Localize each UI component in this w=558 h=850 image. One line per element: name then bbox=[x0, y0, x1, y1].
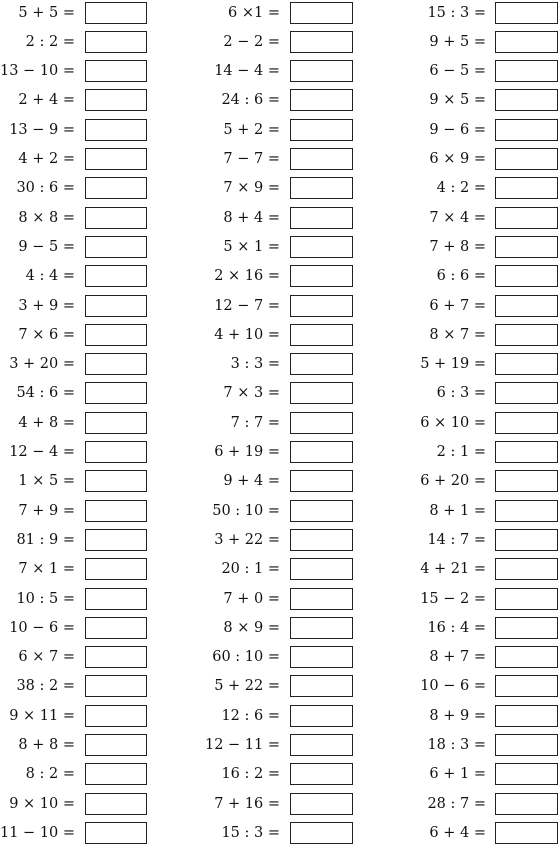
answer-box[interactable] bbox=[290, 705, 353, 727]
problem-text: 10 − 6 = bbox=[9, 619, 75, 636]
problem-row bbox=[0, 235, 148, 264]
problem-row bbox=[200, 235, 354, 264]
answer-box[interactable] bbox=[85, 793, 147, 815]
problem-row bbox=[406, 587, 558, 616]
problem-text: 9 − 6 = bbox=[429, 121, 486, 138]
answer-box[interactable] bbox=[85, 236, 147, 258]
problem-row bbox=[406, 206, 558, 235]
problem-text: 7 + 16 = bbox=[214, 795, 280, 812]
problem-text: 7 × 4 = bbox=[429, 209, 486, 226]
problem-text: 28 : 7 = bbox=[427, 795, 486, 812]
answer-box[interactable] bbox=[85, 588, 147, 610]
answer-box[interactable] bbox=[85, 412, 147, 434]
problem-row bbox=[200, 323, 354, 352]
problem-row bbox=[406, 616, 558, 645]
problem-text: 18 : 3 = bbox=[427, 737, 486, 753]
problem-text: 4 : 4 = bbox=[25, 268, 75, 285]
problem-text: 10 − 6 = bbox=[420, 678, 486, 695]
problem-text: 5 + 2 = bbox=[223, 121, 280, 138]
problem-row bbox=[200, 762, 354, 791]
problem-text: 16 : 2 = bbox=[221, 766, 280, 783]
problem-text: 2 : 1 = bbox=[436, 444, 486, 460]
problem-row bbox=[0, 352, 148, 381]
problem-text: 8 + 7 = bbox=[429, 649, 486, 666]
problem-text: 1 × 5 = bbox=[18, 473, 75, 490]
problem-text: 81 : 9 = bbox=[16, 531, 75, 548]
answer-box[interactable] bbox=[495, 89, 558, 111]
problem-row bbox=[0, 147, 148, 176]
problem-text: 7 : 7 = bbox=[230, 414, 280, 431]
problem-text: 9 − 5 = bbox=[18, 238, 75, 255]
problem-text: 6 × 7 = bbox=[18, 649, 75, 666]
answer-box[interactable] bbox=[85, 265, 147, 287]
problem-text: 13 − 10 = bbox=[0, 63, 76, 80]
problem-row bbox=[406, 1, 558, 30]
answer-box[interactable] bbox=[290, 588, 353, 610]
answer-box[interactable] bbox=[290, 119, 353, 141]
problem-text: 8 : 2 = bbox=[25, 766, 75, 783]
answer-box[interactable] bbox=[85, 470, 147, 492]
problem-text: 7 × 1 = bbox=[18, 561, 75, 578]
problem-text: 20 : 1 = bbox=[221, 561, 280, 578]
problem-text: 9 + 4 = bbox=[223, 473, 280, 490]
answer-box[interactable] bbox=[85, 324, 147, 346]
problem-row bbox=[0, 59, 148, 88]
problem-text: 6 + 4 = bbox=[429, 824, 486, 841]
problem-text: 6 : 3 = bbox=[436, 385, 486, 402]
answer-box[interactable] bbox=[290, 265, 353, 287]
problem-row bbox=[0, 616, 148, 645]
problem-text: 9 × 11 = bbox=[9, 707, 75, 724]
answer-box[interactable] bbox=[290, 822, 353, 844]
problem-text: 10 : 5 = bbox=[16, 590, 75, 607]
answer-box[interactable] bbox=[495, 646, 558, 668]
problem-text: 7 + 0 = bbox=[223, 590, 280, 607]
answer-box[interactable] bbox=[495, 500, 558, 522]
problem-text: 54 : 6 = bbox=[16, 385, 75, 402]
problem-text: 4 + 10 = bbox=[214, 326, 280, 343]
answer-box[interactable] bbox=[495, 236, 558, 258]
answer-box[interactable] bbox=[85, 295, 147, 317]
answer-box[interactable] bbox=[290, 617, 353, 639]
problem-row bbox=[0, 733, 148, 762]
problem-row bbox=[200, 411, 354, 440]
answer-box[interactable] bbox=[85, 675, 147, 697]
answer-box[interactable] bbox=[495, 324, 558, 346]
problem-row bbox=[406, 59, 558, 88]
problem-row bbox=[200, 118, 354, 147]
problem-text: 6 × 9 = bbox=[429, 151, 486, 167]
problem-row bbox=[0, 88, 148, 117]
answer-box[interactable] bbox=[495, 148, 558, 170]
answer-box[interactable] bbox=[85, 31, 147, 53]
problem-row bbox=[406, 235, 558, 264]
problem-row bbox=[0, 499, 148, 528]
answer-box[interactable] bbox=[495, 529, 558, 551]
problem-row bbox=[0, 176, 148, 205]
problem-text: 6 + 7 = bbox=[429, 297, 486, 314]
answer-box[interactable] bbox=[85, 822, 147, 844]
answer-box[interactable] bbox=[85, 89, 147, 111]
answer-box[interactable] bbox=[85, 148, 147, 170]
problem-text: 9 + 5 = bbox=[429, 33, 486, 50]
problem-row bbox=[406, 440, 558, 469]
answer-box[interactable] bbox=[290, 236, 353, 258]
problem-row bbox=[406, 674, 558, 703]
answer-box[interactable] bbox=[290, 470, 353, 492]
problem-row bbox=[200, 1, 354, 30]
problem-text: 4 + 8 = bbox=[18, 414, 75, 431]
problem-row bbox=[200, 294, 354, 323]
problem-row bbox=[0, 30, 148, 59]
problem-text: 14 − 4 = bbox=[214, 63, 280, 80]
answer-box[interactable] bbox=[85, 529, 147, 551]
answer-box[interactable] bbox=[495, 763, 558, 785]
problem-text: 4 + 21 = bbox=[420, 561, 486, 578]
answer-box[interactable] bbox=[85, 500, 147, 522]
answer-box[interactable] bbox=[290, 529, 353, 551]
answer-box[interactable] bbox=[85, 119, 147, 141]
problem-row bbox=[406, 411, 558, 440]
problem-row bbox=[406, 821, 558, 850]
answer-box[interactable] bbox=[290, 177, 353, 199]
answer-box[interactable] bbox=[495, 734, 558, 756]
problem-text: 15 : 3 = bbox=[427, 4, 486, 21]
problem-text: 8 × 8 = bbox=[18, 209, 75, 226]
problem-row bbox=[406, 294, 558, 323]
answer-box[interactable] bbox=[495, 588, 558, 610]
problem-text: 7 × 6 = bbox=[18, 326, 75, 343]
problem-row bbox=[406, 469, 558, 498]
problem-row bbox=[200, 30, 354, 59]
answer-box[interactable] bbox=[85, 617, 147, 639]
problem-text: 8 × 7 = bbox=[429, 326, 486, 343]
problem-row bbox=[406, 704, 558, 733]
problem-row bbox=[406, 762, 558, 791]
problem-row bbox=[200, 616, 354, 645]
problem-text: 6 + 20 = bbox=[420, 473, 486, 490]
problem-row bbox=[406, 352, 558, 381]
problem-text: 2 : 2 = bbox=[25, 33, 75, 50]
problem-text: 12 − 11 = bbox=[204, 737, 280, 753]
problem-text: 7 − 7 = bbox=[223, 151, 280, 167]
problem-text: 6 : 6 = bbox=[436, 268, 486, 285]
answer-box[interactable] bbox=[290, 646, 353, 668]
answer-box[interactable] bbox=[85, 177, 147, 199]
problem-row bbox=[406, 176, 558, 205]
problem-row bbox=[0, 557, 148, 586]
problem-text: 6 ×1 = bbox=[228, 4, 280, 21]
answer-box[interactable] bbox=[495, 265, 558, 287]
problem-text: 15 − 2 = bbox=[420, 590, 486, 607]
problem-row bbox=[0, 381, 148, 410]
answer-box[interactable] bbox=[290, 441, 353, 463]
problem-row bbox=[200, 499, 354, 528]
answer-box[interactable] bbox=[290, 295, 353, 317]
problem-text: 11 − 10 = bbox=[0, 824, 76, 841]
answer-box[interactable] bbox=[290, 734, 353, 756]
problem-row bbox=[0, 762, 148, 791]
problem-column-1 bbox=[0, 0, 148, 847]
problem-row bbox=[200, 147, 354, 176]
problem-row bbox=[0, 440, 148, 469]
answer-box[interactable] bbox=[495, 793, 558, 815]
problem-row bbox=[406, 30, 558, 59]
answer-box[interactable] bbox=[290, 148, 353, 170]
problem-text: 7 × 3 = bbox=[223, 385, 280, 402]
problem-row bbox=[200, 645, 354, 674]
answer-box[interactable] bbox=[290, 382, 353, 404]
answer-box[interactable] bbox=[85, 353, 147, 375]
problem-row bbox=[406, 528, 558, 557]
answer-box[interactable] bbox=[85, 382, 147, 404]
answer-box[interactable] bbox=[290, 353, 353, 375]
problem-row bbox=[0, 645, 148, 674]
problem-text: 4 + 2 = bbox=[18, 151, 75, 167]
problem-text: 60 : 10 = bbox=[212, 649, 280, 666]
answer-box[interactable] bbox=[495, 822, 558, 844]
problem-row bbox=[0, 323, 148, 352]
problem-text: 7 + 8 = bbox=[429, 238, 486, 255]
problem-text: 4 : 2 = bbox=[436, 180, 486, 197]
problem-column-2 bbox=[200, 0, 354, 847]
answer-box[interactable] bbox=[495, 441, 558, 463]
problem-text: 6 + 1 = bbox=[429, 766, 486, 783]
problem-row bbox=[406, 381, 558, 410]
problem-row bbox=[0, 587, 148, 616]
problem-row bbox=[406, 792, 558, 821]
problem-row bbox=[406, 88, 558, 117]
problem-row bbox=[200, 88, 354, 117]
answer-box[interactable] bbox=[290, 558, 353, 580]
problem-text: 9 × 5 = bbox=[429, 92, 486, 109]
problem-text: 8 + 8 = bbox=[18, 737, 75, 753]
problem-text: 3 + 20 = bbox=[9, 356, 75, 373]
answer-box[interactable] bbox=[495, 295, 558, 317]
answer-box[interactable] bbox=[495, 412, 558, 434]
problem-text: 6 − 5 = bbox=[429, 63, 486, 80]
answer-box[interactable] bbox=[85, 441, 147, 463]
answer-box[interactable] bbox=[495, 119, 558, 141]
problem-row bbox=[0, 528, 148, 557]
problem-row bbox=[406, 645, 558, 674]
answer-box[interactable] bbox=[495, 558, 558, 580]
problem-text: 9 × 10 = bbox=[9, 795, 75, 812]
answer-box[interactable] bbox=[290, 31, 353, 53]
problem-row bbox=[0, 674, 148, 703]
answer-box[interactable] bbox=[290, 500, 353, 522]
answer-box[interactable] bbox=[290, 207, 353, 229]
problem-row bbox=[0, 821, 148, 850]
answer-box[interactable] bbox=[290, 763, 353, 785]
problem-text: 50 : 10 = bbox=[212, 502, 280, 519]
answer-box[interactable] bbox=[290, 60, 353, 82]
problem-row bbox=[200, 821, 354, 850]
answer-box[interactable] bbox=[290, 2, 353, 24]
problem-text: 2 × 16 = bbox=[214, 268, 280, 285]
problem-text: 3 + 9 = bbox=[18, 297, 75, 314]
answer-box[interactable] bbox=[495, 470, 558, 492]
problem-row bbox=[406, 323, 558, 352]
answer-box[interactable] bbox=[290, 89, 353, 111]
problem-row bbox=[0, 704, 148, 733]
problem-column-3 bbox=[406, 0, 558, 847]
problem-row bbox=[200, 792, 354, 821]
answer-box[interactable] bbox=[85, 60, 147, 82]
problem-row bbox=[200, 557, 354, 586]
problem-row bbox=[0, 118, 148, 147]
problem-row bbox=[0, 264, 148, 293]
answer-box[interactable] bbox=[495, 2, 558, 24]
problem-text: 12 : 6 = bbox=[221, 707, 280, 724]
problem-text: 3 : 3 = bbox=[230, 356, 280, 373]
problem-text: 5 + 19 = bbox=[420, 356, 486, 373]
problem-row bbox=[406, 264, 558, 293]
problem-row bbox=[200, 381, 354, 410]
problem-row bbox=[0, 294, 148, 323]
problem-text: 6 + 19 = bbox=[214, 444, 280, 460]
answer-box[interactable] bbox=[495, 705, 558, 727]
problem-text: 8 × 9 = bbox=[223, 619, 280, 636]
problem-text: 8 + 1 = bbox=[429, 502, 486, 519]
problem-text: 15 : 3 = bbox=[221, 824, 280, 841]
problem-text: 24 : 6 = bbox=[221, 92, 280, 109]
problem-row bbox=[0, 1, 148, 30]
problem-row bbox=[406, 118, 558, 147]
problem-text: 5 + 22 = bbox=[214, 678, 280, 695]
problem-row bbox=[200, 674, 354, 703]
problem-text: 7 + 9 = bbox=[18, 502, 75, 519]
problem-row bbox=[200, 704, 354, 733]
problem-text: 14 : 7 = bbox=[427, 531, 486, 548]
problem-text: 5 + 5 = bbox=[18, 4, 75, 21]
answer-box[interactable] bbox=[85, 763, 147, 785]
problem-text: 38 : 2 = bbox=[16, 678, 75, 695]
problem-row bbox=[200, 59, 354, 88]
problem-row bbox=[0, 206, 148, 235]
problem-row bbox=[200, 733, 354, 762]
answer-box[interactable] bbox=[290, 412, 353, 434]
problem-text: 12 − 4 = bbox=[9, 444, 75, 460]
answer-box[interactable] bbox=[85, 2, 147, 24]
answer-box[interactable] bbox=[495, 617, 558, 639]
problem-text: 7 × 9 = bbox=[223, 180, 280, 197]
problem-text: 5 × 1 = bbox=[223, 238, 280, 255]
answer-box[interactable] bbox=[290, 675, 353, 697]
problem-row bbox=[406, 499, 558, 528]
answer-box[interactable] bbox=[290, 793, 353, 815]
problem-row bbox=[406, 557, 558, 586]
problem-text: 2 + 4 = bbox=[18, 92, 75, 109]
problem-text: 6 × 10 = bbox=[420, 414, 486, 431]
answer-box[interactable] bbox=[495, 675, 558, 697]
problem-row bbox=[406, 733, 558, 762]
answer-box[interactable] bbox=[85, 207, 147, 229]
answer-box[interactable] bbox=[290, 324, 353, 346]
problem-row bbox=[200, 264, 354, 293]
answer-box[interactable] bbox=[495, 207, 558, 229]
answer-box[interactable] bbox=[495, 353, 558, 375]
answer-box[interactable] bbox=[495, 31, 558, 53]
answer-box[interactable] bbox=[85, 558, 147, 580]
answer-box[interactable] bbox=[495, 382, 558, 404]
problem-row bbox=[0, 469, 148, 498]
problem-row bbox=[200, 206, 354, 235]
problem-text: 16 : 4 = bbox=[427, 619, 486, 636]
problem-row bbox=[0, 411, 148, 440]
answer-box[interactable] bbox=[85, 705, 147, 727]
problem-row bbox=[200, 440, 354, 469]
problem-row bbox=[200, 469, 354, 498]
problem-text: 8 + 9 = bbox=[429, 707, 486, 724]
answer-box[interactable] bbox=[85, 734, 147, 756]
answer-box[interactable] bbox=[495, 177, 558, 199]
problem-text: 30 : 6 = bbox=[16, 180, 75, 197]
problem-text: 3 + 22 = bbox=[214, 531, 280, 548]
problem-row bbox=[200, 528, 354, 557]
problem-text: 12 − 7 = bbox=[214, 297, 280, 314]
problem-text: 2 − 2 = bbox=[223, 33, 280, 50]
problem-text: 8 + 4 = bbox=[223, 209, 280, 226]
answer-box[interactable] bbox=[495, 60, 558, 82]
answer-box[interactable] bbox=[85, 646, 147, 668]
problem-row bbox=[200, 587, 354, 616]
problem-row bbox=[200, 352, 354, 381]
problem-row bbox=[406, 147, 558, 176]
problem-row bbox=[0, 792, 148, 821]
problem-text: 13 − 9 = bbox=[9, 121, 75, 138]
problem-row bbox=[200, 176, 354, 205]
